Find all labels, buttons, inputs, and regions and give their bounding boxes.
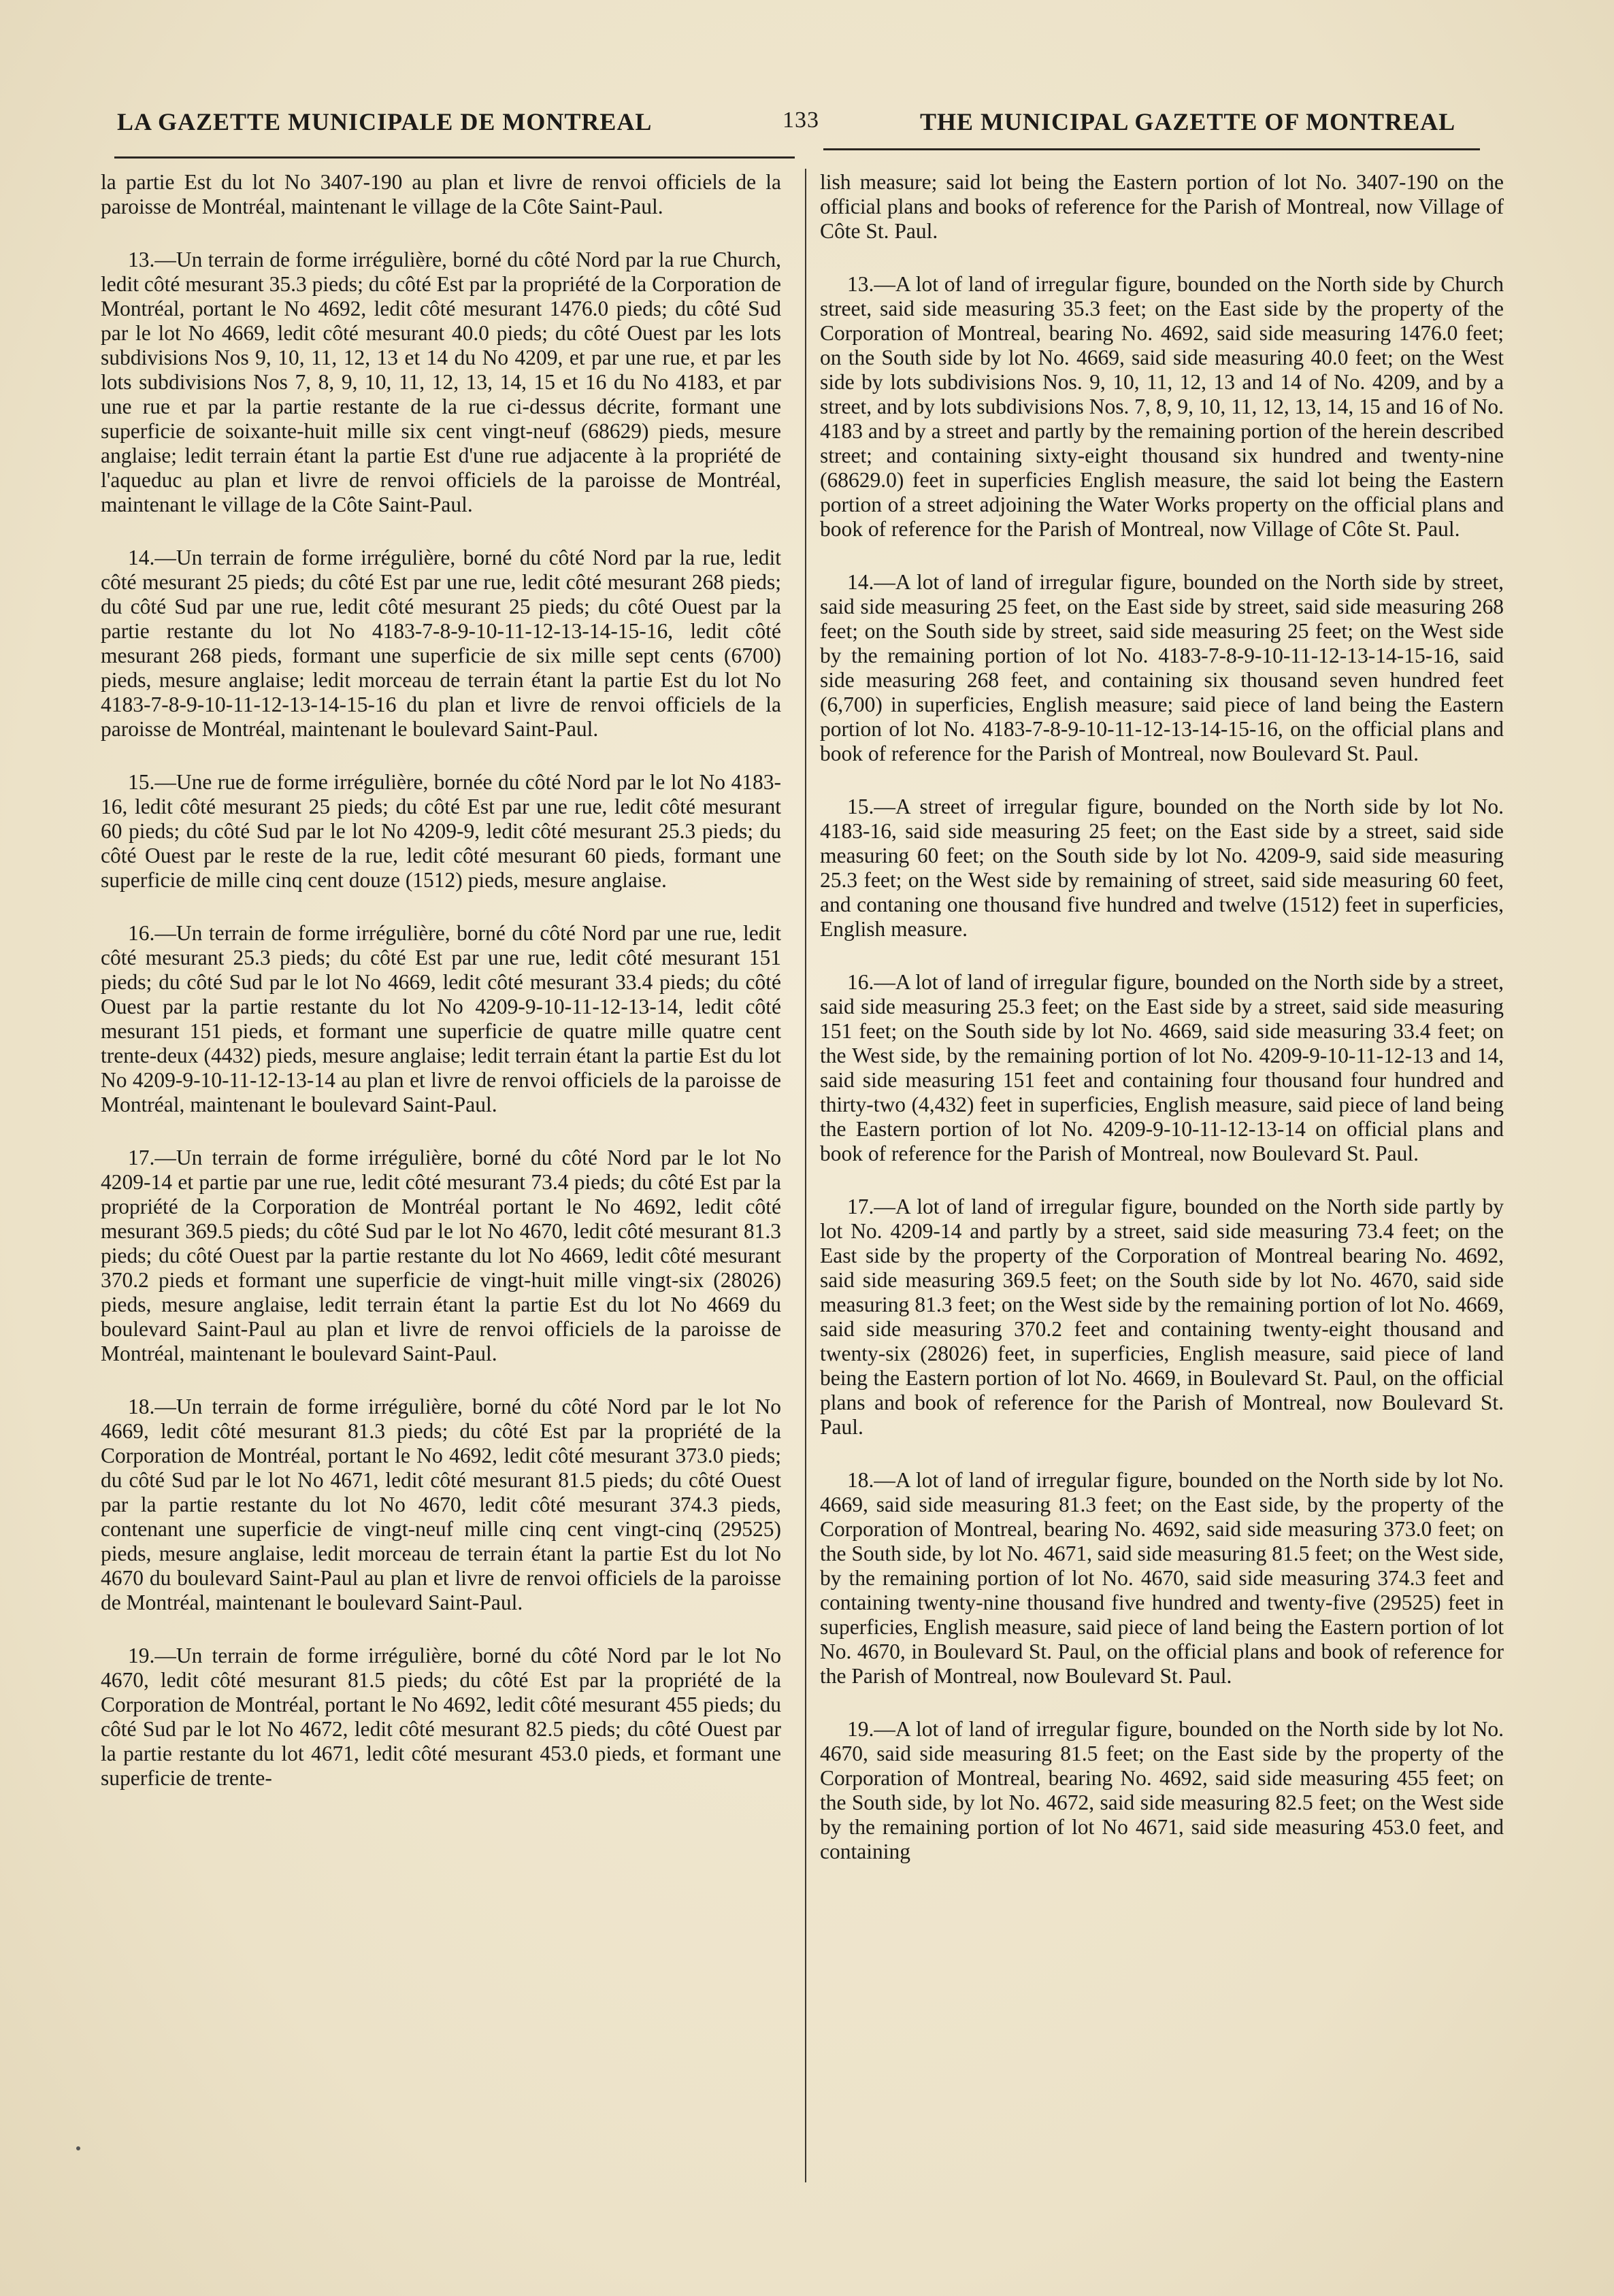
column-divider [805, 169, 806, 2182]
margin-mark [76, 2146, 80, 2150]
english-column [820, 170, 1504, 1893]
fr-paragraph-17: 17.—Un terrain de forme irrégulière, borné du côté Nord par le lot No 4209-14 et partie par une rue, ledit côté mesurant 73.4 pieds; du côté Est par la propriété de la Corporation de Montréal portant le No 4692, ledit côté mesurant 369.5 pieds; du côté Sud par le lot No 4670, ledit côté mesurant 81.3 pieds; du côté Ouest par la partie restante du lot No 4669, ledit côté mesurant 370.2 pieds et formant une superficie de vingt-huit mille vingt-six (28026) pieds, mesure anglaise, ledit terrain étant la partie Est du lot No 4669 du boulevard Saint-Paul au plan et livre de renvoi officiels de la paroisse de Montréal, maintenant le boulevard Saint-Paul. [101, 1146, 781, 1365]
page-number: 133 [783, 107, 819, 133]
fr-paragraph-15: 15.—Une rue de forme irrégulière, bornée du côté Nord par le lot No 4183-16, ledit côté mesurant 25 pieds; du côté Est par une rue, ledit côté mesurant 60 pieds; du côté Sud par le lot No 4209-9, ledit côté mesurant 25.3 pieds; du côté Ouest par le reste de la rue, ledit côté mesurant 60 pieds, formant une superficie de mille cinq cent douze (1512) pieds, mesure anglaise. [101, 770, 781, 892]
fr-paragraph-13: 13.—Un terrain de forme irrégulière, borné du côté Nord par la rue Church, ledit côté mesurant 35.3 pieds; du côté Est par la propriété de la Corporation de Montréal, portant le No 4692, ledit côté mesurant 1476.0 pieds; du côté Sud par le lot No 4669, ledit côté mesurant 40.0 pieds; du côté Ouest par les lots subdivisions Nos 9, 10, 11, 12, 13 et 14 du No 4209, et par une rue, et par les lots subdivisions Nos 7, 8, 9, 10, 11, 12, 13, 14, 15 et 16 du No 4183, et par une rue et par la partie restante de la rue ci-dessus décrite, formant une superficie de soixante-huit mille six cent vingt-neuf (68629) pieds, mesure anglaise; ledit terrain étant la partie Est d'une rue adjacente à la propriété de l'aqueduc au plan et livre de renvoi officiels de la paroisse de Montréal, maintenant le village de la Côte Saint-Paul. [101, 248, 781, 516]
en-paragraph-15: 15.—A street of irregular figure, bounded on the North side by lot No. 4183-16, said side measuring 25 feet; on the East side by a street, said side measuring 60 feet; on the South side by lot No. 4209-9, said side measuring 25.3 feet; on the West side by remaining of street, said side measuring 60 feet, and contaning one thousand five hundred and twelve (1512) feet in superficies, English measure. [820, 795, 1504, 941]
en-paragraph-14: 14.—A lot of land of irregular figure, bounded on the North side by street, said side measuring 25 feet, on the East side by street, said side measuring 268 feet; on the South side by street, said side measuring 25 feet; on the West side by the remaining portion of lot No. 4183-7-8-9-10-11-12-13-14-15-16, said side measuring 268 feet, and containing six thousand seven hundred feet (6,700) in superficies, English measure; said piece of land being the Eastern portion of lot No. 4183-7-8-9-10-11-12-13-14-15-16, on the official plans and book of reference for the Parish of Montreal, now Boulevard St. Paul. [820, 570, 1504, 765]
french-column [101, 170, 781, 1819]
fr-paragraph-continuation: la partie Est du lot No 3407-190 au plan et livre de renvoi officiels de la paroisse de Montréal, maintenant le village de la Côte Saint-Paul. [101, 170, 781, 218]
en-paragraph-continuation: lish measure; said lot being the Eastern portion of lot No. 3407-190 on the official plans and books of reference for the Parish of Montreal, now Village of Côte St. Paul. [820, 170, 1504, 243]
fr-paragraph-14: 14.—Un terrain de forme irrégulière, borné du côté Nord par la rue, ledit côté mesurant 25 pieds; du côté Est par une rue, ledit côté mesurant 268 pieds; du côté Sud par une rue, ledit côté mesurant 25 pieds; du côté Ouest par la partie restante du lot No 4183-7-8-9-10-11-12-13-14-15-16, ledit côté mesurant 268 pieds, formant une superficie de six mille sept cents (6700) pieds, mesure anglaise; ledit morceau de terrain étant la partie Est du lot No 4183-7-8-9-10-11-12-13-14-15-16 du plan et livre de renvoi officiels de la paroisse de Montréal, maintenant le boulevard Saint-Paul. [101, 546, 781, 741]
fr-paragraph-19: 19.—Un terrain de forme irrégulière, borné du côté Nord par le lot No 4670, ledit côté mesurant 81.5 pieds; du côté Est par la propriété de la Corporation de Montréal, portant le No 4692, ledit côté mesurant 455 pieds; du côté Sud par le lot No 4672, ledit côté mesurant 82.5 pieds; du côté Ouest par la partie restante du lot 4671, ledit côté mesurant 453.0 pieds, et formant une superficie de trente- [101, 1644, 781, 1790]
en-paragraph-16: 16.—A lot of land of irregular figure, bounded on the North side by a street, said side measuring 25.3 feet; on the East side by a street, said side measuring 151 feet; on the South side by lot No. 4669, said side measuring 33.4 feet; on the West side, by the remaining portion of lot No. 4209-9-10-11-12-13 and 14, said side measuring 151 feet and containing four thousand four hundred and thirty-two (4,432) feet in superficies, English measure, said piece of land being the Eastern portion of lot No. 4209-9-10-11-12-13-14 on official plans and book of reference for the Parish of Montreal, now Boulevard St. Paul. [820, 970, 1504, 1165]
fr-paragraph-18: 18.—Un terrain de forme irrégulière, borné du côté Nord par le lot No 4669, ledit côté mesurant 81.3 pieds; du côté Est par la propriété de la Corporation de Montréal, portant le No 4692, ledit côté mesurant 373.0 pieds; du côté Sud par le lot No 4671, ledit côté mesurant 81.5 pieds; du côté Ouest par la partie restante du lot No 4670, ledit côté mesurant 374.3 pieds, contenant une superficie de vingt-neuf mille cinq cent vingt-cinq (29525) pieds, mesure anglaise, ledit morceau de terrain étant la partie Est du lot No 4670 du boulevard Saint-Paul au plan et livre de renvoi officiels de la paroisse de Montréal, maintenant le boulevard Saint-Paul. [101, 1395, 781, 1614]
header-rule-left [114, 156, 795, 159]
header-rule-right [823, 148, 1480, 150]
page-header [117, 107, 1471, 148]
header-title-english: THE MUNICIPAL GAZETTE OF MONTREAL [920, 108, 1456, 135]
en-paragraph-19: 19.—A lot of land of irregular figure, bounded on the North side by lot No. 4670, said side measuring 81.5 feet; on the East side by the property of the Corporation of Montreal, bearing No. 4692, said side measuring 455 feet; on the South side, by lot No. 4672, said side measuring 82.5 feet; on the West side by the remaining portion of lot No 4671, said side measuring 453.0 feet, and containing [820, 1717, 1504, 1863]
en-paragraph-18: 18.—A lot of land of irregular figure, bounded on the North side by lot No. 4669, said side measuring 81.3 feet; on the East side, by the property of the Corporation of Montreal, bearing No. 4692, said side measuring 373.0 feet; on the South side, by lot No. 4671, said side measuring 81.5 feet; on the West side, by the remaining portion of lot No. 4670, said side measuring 374.3 feet and containing twenty-nine thousand five hundred and twenty-five (29525) feet in superficies, English measure, said piece of land being the Eastern portion of lot No. 4670, in Boulevard St. Paul, on the official plans and book of reference for the Parish of Montreal, now Boulevard St. Paul. [820, 1468, 1504, 1688]
en-paragraph-13: 13.—A lot of land of irregular figure, bounded on the North side by Church street, said side measuring 35.3 feet; on the East side by the property of the Corporation of Montreal, bearing No. 4692, said side measuring 1476.0 feet; on the South side by lot No. 4669, said side measuring 40.0 feet; on the West side by lots subdivisions Nos. 9, 10, 11, 12, 13 and 14 of No. 4209, and by a street, and by lots subdivisions Nos. 7, 8, 9, 10, 11, 12, 13, 14, 15 and 16 of No. 4183 and by a street and partly by the remaining portion of the herein described street; and containing sixty-eight thousand six hundred and twenty-nine (68629.0) feet in superficies English measure, the said lot being the Eastern portion of a street adjoining the Water Works property on the official plans and book of reference for the Parish of Montreal, now Village of Côte St. Paul. [820, 272, 1504, 541]
en-paragraph-17: 17.—A lot of land of irregular figure, bounded on the North side partly by lot No. 4209-14 and partly by a street, said side measuring 73.4 feet; on the East side by the property of the Corporation of Montreal bearing No. 4692, said side measuring 369.5 feet; on the South side by lot No. 4670, said side measuring 81.3 feet; on the West side by the remaining portion of lot No. 4669, said side measuring 370.2 feet and containing twenty-eight thousand and twenty-six (28026) feet, in superficies, English measure, said piece of land being the Eastern portion of lot No. 4669, in Boulevard St. Paul, on the official plans and book of reference for the Parish of Montreal, now Boulevard St. Paul. [820, 1195, 1504, 1439]
header-title-french: LA GAZETTE MUNICIPALE DE MONTREAL [117, 108, 653, 135]
fr-paragraph-16: 16.—Un terrain de forme irrégulière, borné du côté Nord par une rue, ledit côté mesurant 25.3 pieds; du côté Est par une rue, ledit côté mesurant 151 pieds; du côté Sud par le lot No 4669, ledit côté mesurant 33.4 pieds; du côté Ouest par la partie restante du lot No 4209-9-10-11-12-13-14, ledit côté mesurant 151 pieds, et formant une superficie de quatre mille quatre cent trente-deux (4432) pieds, mesure anglaise; ledit terrain étant la partie Est du lot No 4209-9-10-11-12-13-14 au plan et livre de renvoi officiels de la paroisse de Montréal, maintenant le boulevard Saint-Paul. [101, 921, 781, 1116]
